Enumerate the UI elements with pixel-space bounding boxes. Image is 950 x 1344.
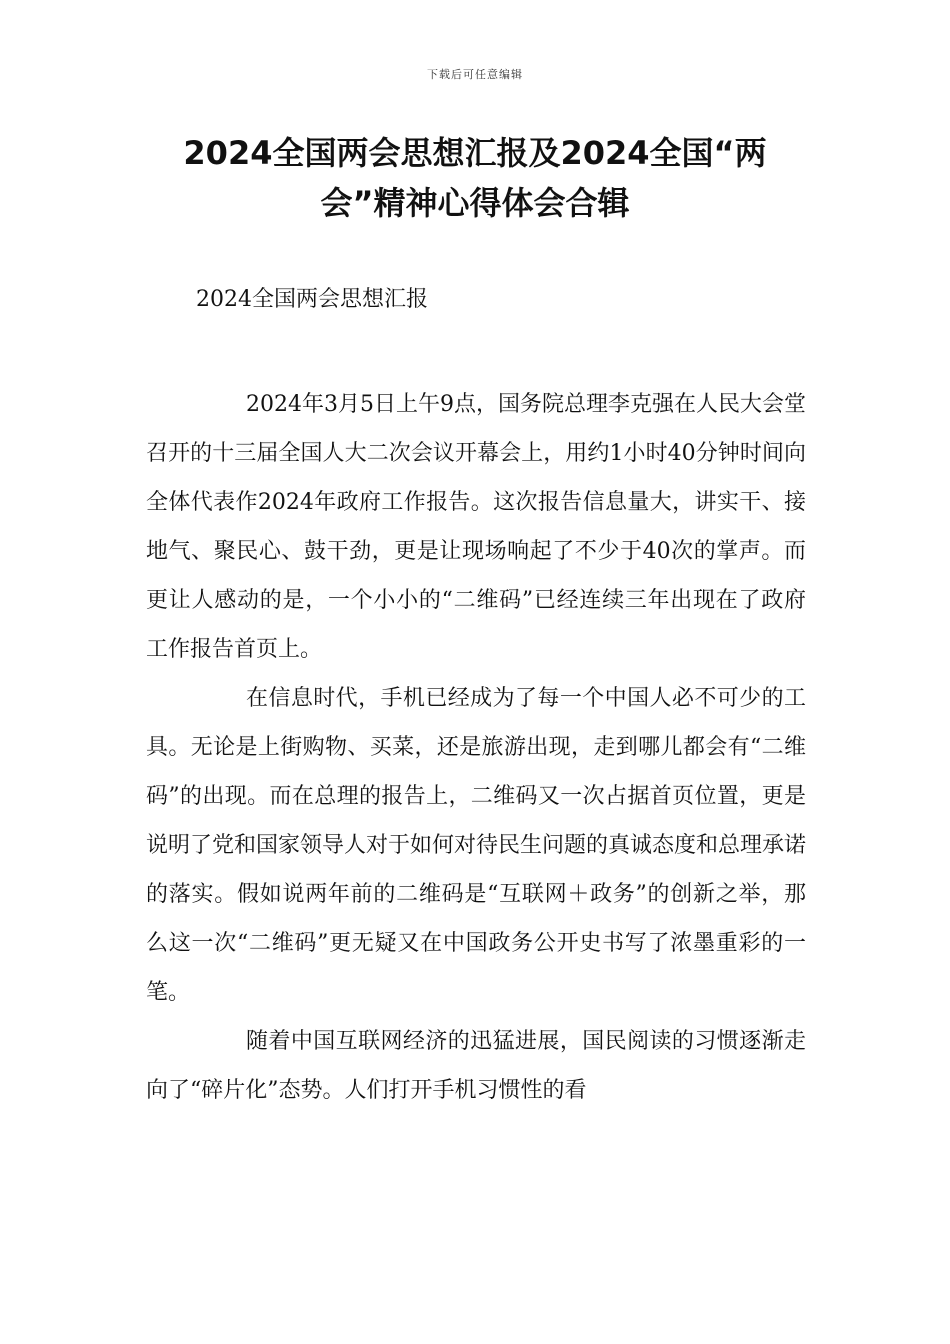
header-note: 下载后可任意编辑 [427,68,523,81]
paragraph: 在信息时代，手机已经成为了每一个中国人必不可少的工具。无论是上街购物、买菜，还是旅游出现，走到哪儿都会有“二维码”的出现。而在总理的报告上，二维码又一次占据首页位置，更是说明了党和国家领导人对于如何对待民生问题的真诚态度和总理承诺的落实。假如说两年前的二维码是“互联网＋政务”的创新之举，那么这一次“二维码”更无疑又在中国政务公开史书写了浓墨重彩的一笔。 [146,686,807,1005]
body-text [146,380,806,1115]
section-heading: 2024全国两会思想汇报 [196,287,428,312]
paragraph: 2024年3月5日上午9点，国务院总理李克强在人民大会堂召开的十三届全国人大二次会议开幕会上，用约1小时40分钟时间向全体代表作2024年政府工作报告。这次报告信息量大，讲实干、接地气、聚民心、鼓干劲，更是让现场响起了不少于40次的掌声。而更让人感动的是，一个小小的“二维码”已经连续三年出现在了政府工作报告首页上。 [146,392,806,662]
title-line-1: 2024全国两会思想汇报及2024全国“两 [183,134,767,172]
document-title [150,128,800,228]
title-line-2: 会”精神心得体会合辑 [320,184,630,222]
paragraph: 随着中国互联网经济的迅猛进展，国民阅读的习惯逐渐走向了“碎片化”态势。人们打开手机习惯性的看 [146,1029,806,1103]
